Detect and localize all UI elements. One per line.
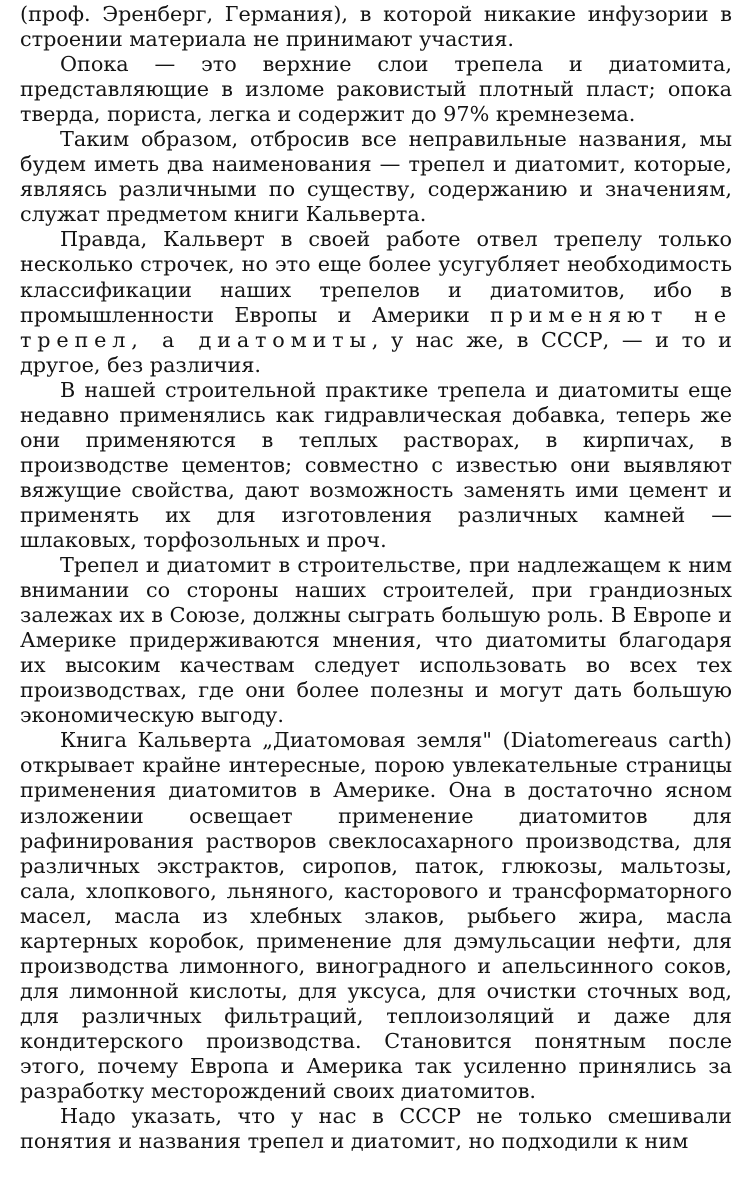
paragraph-calvert-tripoli: [20, 227, 732, 377]
paragraph-ussr-note: Надо указать, что у нас в СССР не только смешивали понятия и названия трепел и диатомит, но подходили к ним: [20, 1104, 732, 1154]
paragraph-calvert-book: Книга Кальверта „Диатомовая земля" (Diatomereaus carth) открывает крайне интересные, порою увлекательные страницы применения диатомитов в Америке. Она в достаточно ясном изложении освещает применение диатомитов для рафинирования растворов свеклосахарного производства, для различных экстрактов, сиропов, паток, глюкозы, мальтозы, сала, хлопкового, льняного, касторового и трансформаторного масел, масла из хлебных злаков, рыбьего жира, масла картерных коробок, применение для дэмульсации нефти, для производства лимонного, виноградного и апельсинного соков, для лимонной кислоты, для уксуса, для очистки сточных вод, для различных фильтраций, теплоизоляций и даже для кондитерского производства. Становится понятным после этого, почему Европа и Америка так усиленно принялись за разработку месторождений своих диатомитов.: [20, 728, 732, 1104]
paragraph-construction-practice: В нашей строительной практике трепела и диатомиты еще недавно применялись как гидравлическая добавка, теперь же они применяются в теплых растворах, в кирпичах, в производстве цементов; совместно с известью они выявляют вяжущие свойства, дают возможность заменять ими цемент и применять их для изготовления различных камней — шлаковых, торфозольных и проч.: [20, 377, 732, 552]
paragraph-text: Правда, Кальверт в своей работе отвел трепелу только несколько строчек, но это еще более усугубляет необходимость классификации наших трепелов и диатомитов, ибо в промышленности Европы и Америки: [20, 227, 732, 327]
paragraph-continuation: (проф. Эренберг, Германия), в которой никакие инфузории в строении материала не принимают участия.: [20, 2, 732, 52]
paragraph-text: , у нас же, в СССР, — и то и другое, без различия.: [20, 327, 732, 377]
emphasized-text: применяют не трепел, а диатомиты: [20, 302, 732, 352]
document-page: [20, 2, 732, 1154]
paragraph-two-names: Таким образом, отбросив все неправильные названия, мы будем иметь два наименования — трепел и диатомит, которые, являясь различными по существу, содержанию и значениям, служат предметом книги Кальверта.: [20, 127, 732, 227]
paragraph-opoka: Опока — это верхние слои трепела и диатомита, представляющие в изломе раковистый плотный пласт; опока тверда, пориста, легка и содержит до 97% кремнезема.: [20, 52, 732, 127]
paragraph-construction-role: Трепел и диатомит в строительстве, при надлежащем к ним внимании со стороны наших строителей, при грандиозных залежах их в Союзе, должны сыграть большую роль. В Европе и Америке придерживаются мнения, что диатомиты благодаря их высоким качествам следует использовать во всех тех производствах, где они более полезны и могут дать большую экономическую выгоду.: [20, 553, 732, 728]
